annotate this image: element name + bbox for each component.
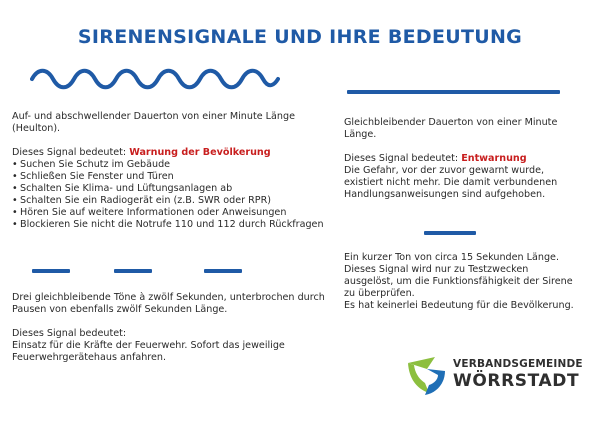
page-title: SIRENENSIGNALE UND IHRE BEDEUTUNG bbox=[77, 26, 523, 48]
list-item: • Suchen Sie Schutz im Gebäude bbox=[12, 159, 332, 171]
test-note: Es hat keinerlei Bedeutung für die Bevölkerung. bbox=[344, 300, 574, 311]
test-description: Ein kurzer Ton von circa 15 Sekunden Länge. Dieses Signal wird nur zu Testzwecken ausgelöst, um die Funktionsfähigkeit der Sirene zu überprüfen. bbox=[344, 252, 573, 299]
warning-meaning-highlight: Warnung der Bevölkerung bbox=[129, 147, 271, 158]
list-item: • Blockieren Sie nicht die Notrufe 110 und 112 durch Rückfragen bbox=[12, 219, 332, 231]
warning-meaning bbox=[12, 147, 332, 159]
list-item: • Hören Sie auf weitere Informationen oder Anweisungen bbox=[12, 207, 332, 219]
firebrigade-meaning-text: Einsatz für die Kräfte der Feuerwehr. Sofort das jeweilige Feuerwehrgerätehaus anfahren. bbox=[12, 340, 285, 363]
wave-signal-icon bbox=[30, 62, 280, 96]
firebrigade-description: Drei gleichbleibende Töne à zwölf Sekunden, unterbrochen durch Pausen von ebenfalls zwölf Sekunden Länge. bbox=[12, 292, 325, 315]
allclear-meaning-text: Die Gefahr, vor der zuvor gewarnt wurde, existiert nicht mehr. Die damit verbundenen Handlungsanweisungen sind aufgehoben. bbox=[344, 165, 558, 200]
continuous-tone-line bbox=[347, 90, 560, 94]
tone-segment-2 bbox=[114, 269, 152, 273]
logo-line-2: WÖRRSTADT bbox=[453, 371, 580, 391]
allclear-meaning-highlight: Entwarnung bbox=[461, 153, 527, 164]
list-item: • Schalten Sie ein Radiogerät ein (z.B. SWR oder RPR) bbox=[12, 195, 332, 207]
allclear-meaning bbox=[344, 153, 579, 165]
warning-description: Auf- und abschwellender Dauerton von einer Minute Länge (Heulton). bbox=[12, 111, 295, 134]
allclear-meaning-prefix: Dieses Signal bedeutet: bbox=[344, 153, 462, 164]
firebrigade-section bbox=[12, 292, 332, 364]
logo-line-1: VERBANDSGEMEINDE bbox=[453, 358, 583, 370]
warning-section bbox=[12, 111, 332, 231]
logo bbox=[405, 350, 585, 400]
tone-segment-1 bbox=[32, 269, 70, 273]
short-tone-line bbox=[424, 231, 476, 235]
test-section bbox=[344, 252, 579, 312]
allclear-description: Gleichbleibender Dauerton von einer Minute Länge. bbox=[344, 117, 558, 140]
warning-meaning-prefix: Dieses Signal bedeutet: bbox=[12, 147, 130, 158]
verbandsgemeinde-logo-icon bbox=[405, 353, 449, 397]
list-item: • Schalten Sie Klima- und Lüftungsanlagen ab bbox=[12, 183, 332, 195]
allclear-section bbox=[344, 117, 579, 201]
list-item: • Schließen Sie Fenster und Türen bbox=[12, 171, 332, 183]
tone-segment-3 bbox=[204, 269, 242, 273]
warning-instructions-list bbox=[12, 159, 332, 231]
firebrigade-meaning-label: Dieses Signal bedeutet: bbox=[12, 328, 127, 339]
